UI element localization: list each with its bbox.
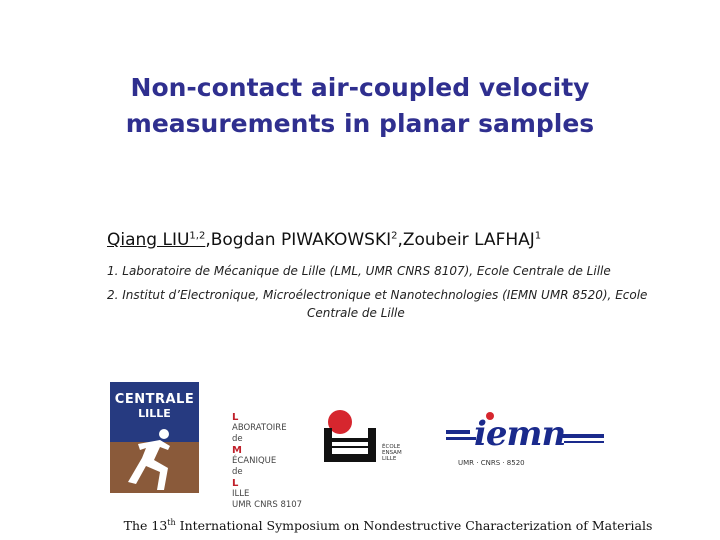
- centrale-logo-line-1: CENTRALE: [114, 392, 195, 407]
- iemn-logo: [446, 410, 606, 470]
- ensam-emblem-icon: [318, 408, 382, 470]
- affiliation-2: [107, 286, 707, 322]
- affiliation-1: 1. Laboratoire de Mécanique de Lille (LML, UMR CNRS 8107), Ecole Centrale de Lille: [107, 264, 611, 278]
- running-figure-icon: [110, 420, 199, 493]
- ensam-logo-caption: ÉCOLE ENSAM LILLE: [382, 444, 402, 462]
- slide-title: [60, 70, 660, 142]
- title-line-2: measurements in planar samples: [125, 109, 595, 138]
- lml-logo-line-1: L ABORATOIRE: [232, 412, 287, 433]
- author-2: ,Bogdan PIWAKOWSKI$^2$: [205, 230, 398, 250]
- author-3: ,Zoubeir LAFHAJ$^1$: [397, 230, 542, 250]
- iemn-logo-word: iemn: [474, 414, 566, 454]
- centrale-logo-line-2: LILLE: [138, 407, 171, 420]
- centrale-lille-logo: [110, 382, 199, 493]
- lml-logo-line-3: de L ILLE: [232, 467, 250, 499]
- ensam-logo: [318, 408, 428, 470]
- lml-logo: [232, 412, 312, 510]
- footer-conference: The 13th International Symposium on Nondestructive Characterization of Materials: [123, 517, 653, 533]
- affiliation-2-line-1: 2. Institut d’Electronique, Microélectronique et Nanotechnologies (IEMN UMR 8520), Ecole: [107, 288, 648, 302]
- author-1: Qiang LIU$^{1,2}$: [107, 230, 206, 250]
- author-list: [107, 230, 707, 250]
- affiliation-2-line-2: Centrale de Lille: [307, 306, 405, 320]
- lml-logo-line-2: de M ÉCANIQUE: [232, 434, 277, 466]
- iemn-logo-tag: UMR · CNRS · 8520: [458, 459, 525, 467]
- title-line-1: Non-contact air-coupled velocity: [130, 73, 590, 102]
- lml-logo-line-4: UMR CNRS 8107: [232, 500, 303, 510]
